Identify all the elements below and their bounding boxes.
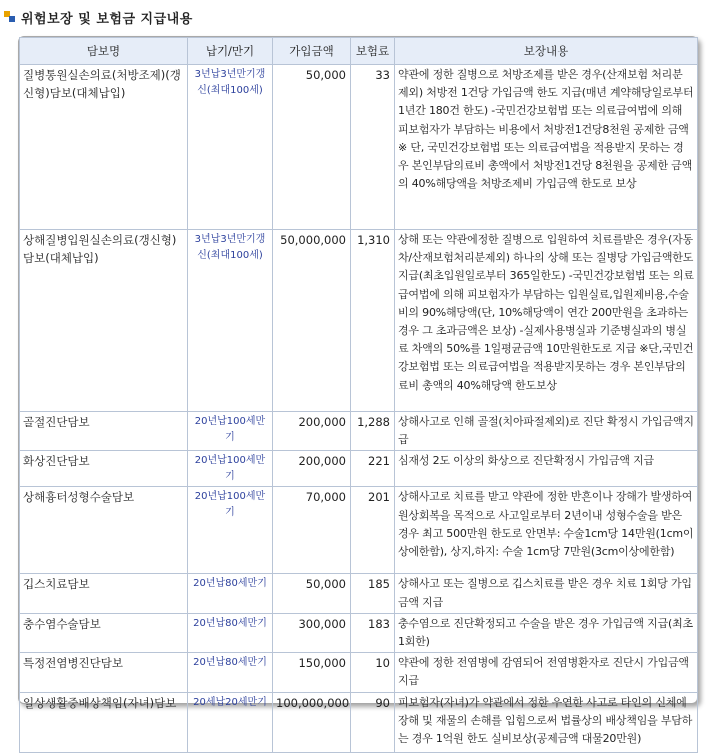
- cell-coverage-name: 깁스치료담보: [20, 574, 188, 613]
- cell-amount: 50,000,000: [273, 230, 351, 412]
- cell-premium: 90: [351, 692, 395, 752]
- cell-term: 20년납80세만기: [188, 613, 273, 652]
- cell-term: 20년납80세만기: [188, 574, 273, 613]
- table-row: [20, 653, 698, 692]
- table-row: [20, 230, 698, 412]
- table-header-row: [20, 38, 698, 65]
- cell-description: 피보험자(자녀)가 약관에서 정한 우연한 사고로 타인의 신체에 장해 및 재물의 손해를 입힘으로써 법률상의 배상책임을 부담하는 경우 1억원 한도 실비보상(공제금액 대물20만원): [395, 692, 698, 752]
- cell-description: 약관에 정한 전염병에 감염되어 전염병환자로 진단시 가입금액 지급: [395, 653, 698, 692]
- cell-term: 20년납100세만기: [188, 451, 273, 487]
- cell-description: 충수염으로 진단확정되고 수술을 받은 경우 가입금액 지급(최초 1회한): [395, 613, 698, 652]
- cell-term: 20세납20세만기: [188, 692, 273, 752]
- cell-coverage-name: 일상생활중배상책임(자녀)담보: [20, 692, 188, 752]
- cell-premium: 33: [351, 65, 395, 230]
- header-description: 보장내용: [395, 38, 698, 65]
- cell-amount: 300,000: [273, 613, 351, 652]
- cell-coverage-name: 골절진단담보: [20, 412, 188, 451]
- cell-description: 상해사고로 인해 골절(치아파절제외)로 진단 확정시 가입금액지급: [395, 412, 698, 451]
- cell-coverage-name: 질병통원실손의료(처방조제)(갱신형)담보(대체납입): [20, 65, 188, 230]
- cell-term: 20년납100세만기: [188, 487, 273, 574]
- cell-amount: 50,000: [273, 65, 351, 230]
- cell-term: 20년납100세만기: [188, 412, 273, 451]
- section-title: 위험보장 및 보험금 지급내용: [21, 11, 193, 27]
- table-row: [20, 487, 698, 574]
- table-row: [20, 412, 698, 451]
- cell-coverage-name: 상해흉터성형수술담보: [20, 487, 188, 574]
- cell-premium: 185: [351, 574, 395, 613]
- header-premium: 보험료: [351, 38, 395, 65]
- cell-amount: 150,000: [273, 653, 351, 692]
- cell-coverage-name: 상해질병입원실손의료(갱신형)담보(대체납입): [20, 230, 188, 412]
- coverage-table: [19, 37, 698, 753]
- table-row: [20, 692, 698, 752]
- cell-term: 3년납3년만기갱신(최대100세): [188, 65, 273, 230]
- cell-term: 3년납3년만기갱신(최대100세): [188, 230, 273, 412]
- cell-amount: 70,000: [273, 487, 351, 574]
- header-coverage-name: 담보명: [20, 38, 188, 65]
- cell-amount: 200,000: [273, 451, 351, 487]
- cell-description: 심재성 2도 이상의 화상으로 진단확정시 가입금액 지급: [395, 451, 698, 487]
- cell-premium: 221: [351, 451, 395, 487]
- cell-amount: 100,000,000: [273, 692, 351, 752]
- section-header: [4, 4, 193, 30]
- cell-premium: 1,288: [351, 412, 395, 451]
- cell-amount: 50,000: [273, 574, 351, 613]
- cell-premium: 183: [351, 613, 395, 652]
- cell-premium: 1,310: [351, 230, 395, 412]
- cell-description: 상해사고로 치료를 받고 약관에 정한 반흔이나 장해가 발생하여 원상회복을 목적으로 사고일로부터 2년이내 성형수술을 받은 경우 최고 500만원 한도로 안면부: 수술1cm당 14만원(1cm이상에한함), 상지,하지: 수술 1cm당 7만원(3cm이상에한함): [395, 487, 698, 574]
- header-term: 납기/만기: [188, 38, 273, 65]
- table-row: [20, 613, 698, 652]
- cell-term: 20년납80세만기: [188, 653, 273, 692]
- cell-coverage-name: 특정전염병진단담보: [20, 653, 188, 692]
- table-row: [20, 451, 698, 487]
- cell-coverage-name: 화상진단담보: [20, 451, 188, 487]
- bullet-icon: [4, 11, 16, 23]
- cell-description: 상해 또는 약관에정한 질병으로 입원하여 치료를받은 경우(자동차/산재보험처리분제외) 하나의 상해 또는 질병당 가입금액한도지급(최초입원일로부터 365일한도) -국민건강보험법 또는 의료급여법에 의해 피보험자가 부담하는 입원실료,입원제비용,수술비의 90%해당액(단, 10%해당액이 연간 200만원을 초과하는 경우 그 초과금액은 보상) -실제사용병실과 기준병실과의 병실료 차액의 50%를 1일평균금액 10만원한도로 지급 ※단,국민건강보험법 또는 의료급여법을 적용받지못하는 경우 본인부담의료비 총액의 40%해당액 한도보상: [395, 230, 698, 412]
- header-amount: 가입금액: [273, 38, 351, 65]
- cell-premium: 201: [351, 487, 395, 574]
- cell-coverage-name: 충수염수술담보: [20, 613, 188, 652]
- cell-description: 약관에 정한 질병으로 처방조제를 받은 경우(산재보험 처리분 제외) 처방전 1건당 가입금액 한도 지급(매년 계약해당일로부터 1년간 180건 한도) -국민건강보험법 또는 의료급여법에 의해 피보험자가 부담하는 비용에서 처방전1건당8천원 공제한 금액 ※ 단, 국민건강보험법 또는 의료급여법을 적용받지 못하는 경우 본인부담의료비 총액에서 처방전1건당 8천원을 공제한 금액의 40%해당액을 처방조제비 가입금액 한도로 보상: [395, 65, 698, 230]
- cell-premium: 10: [351, 653, 395, 692]
- coverage-table-frame: [18, 36, 698, 746]
- table-row: [20, 574, 698, 613]
- cell-description: 상해사고 또는 질병으로 깁스치료를 받은 경우 치료 1회당 가입금액 지급: [395, 574, 698, 613]
- cell-amount: 200,000: [273, 412, 351, 451]
- table-row: [20, 65, 698, 230]
